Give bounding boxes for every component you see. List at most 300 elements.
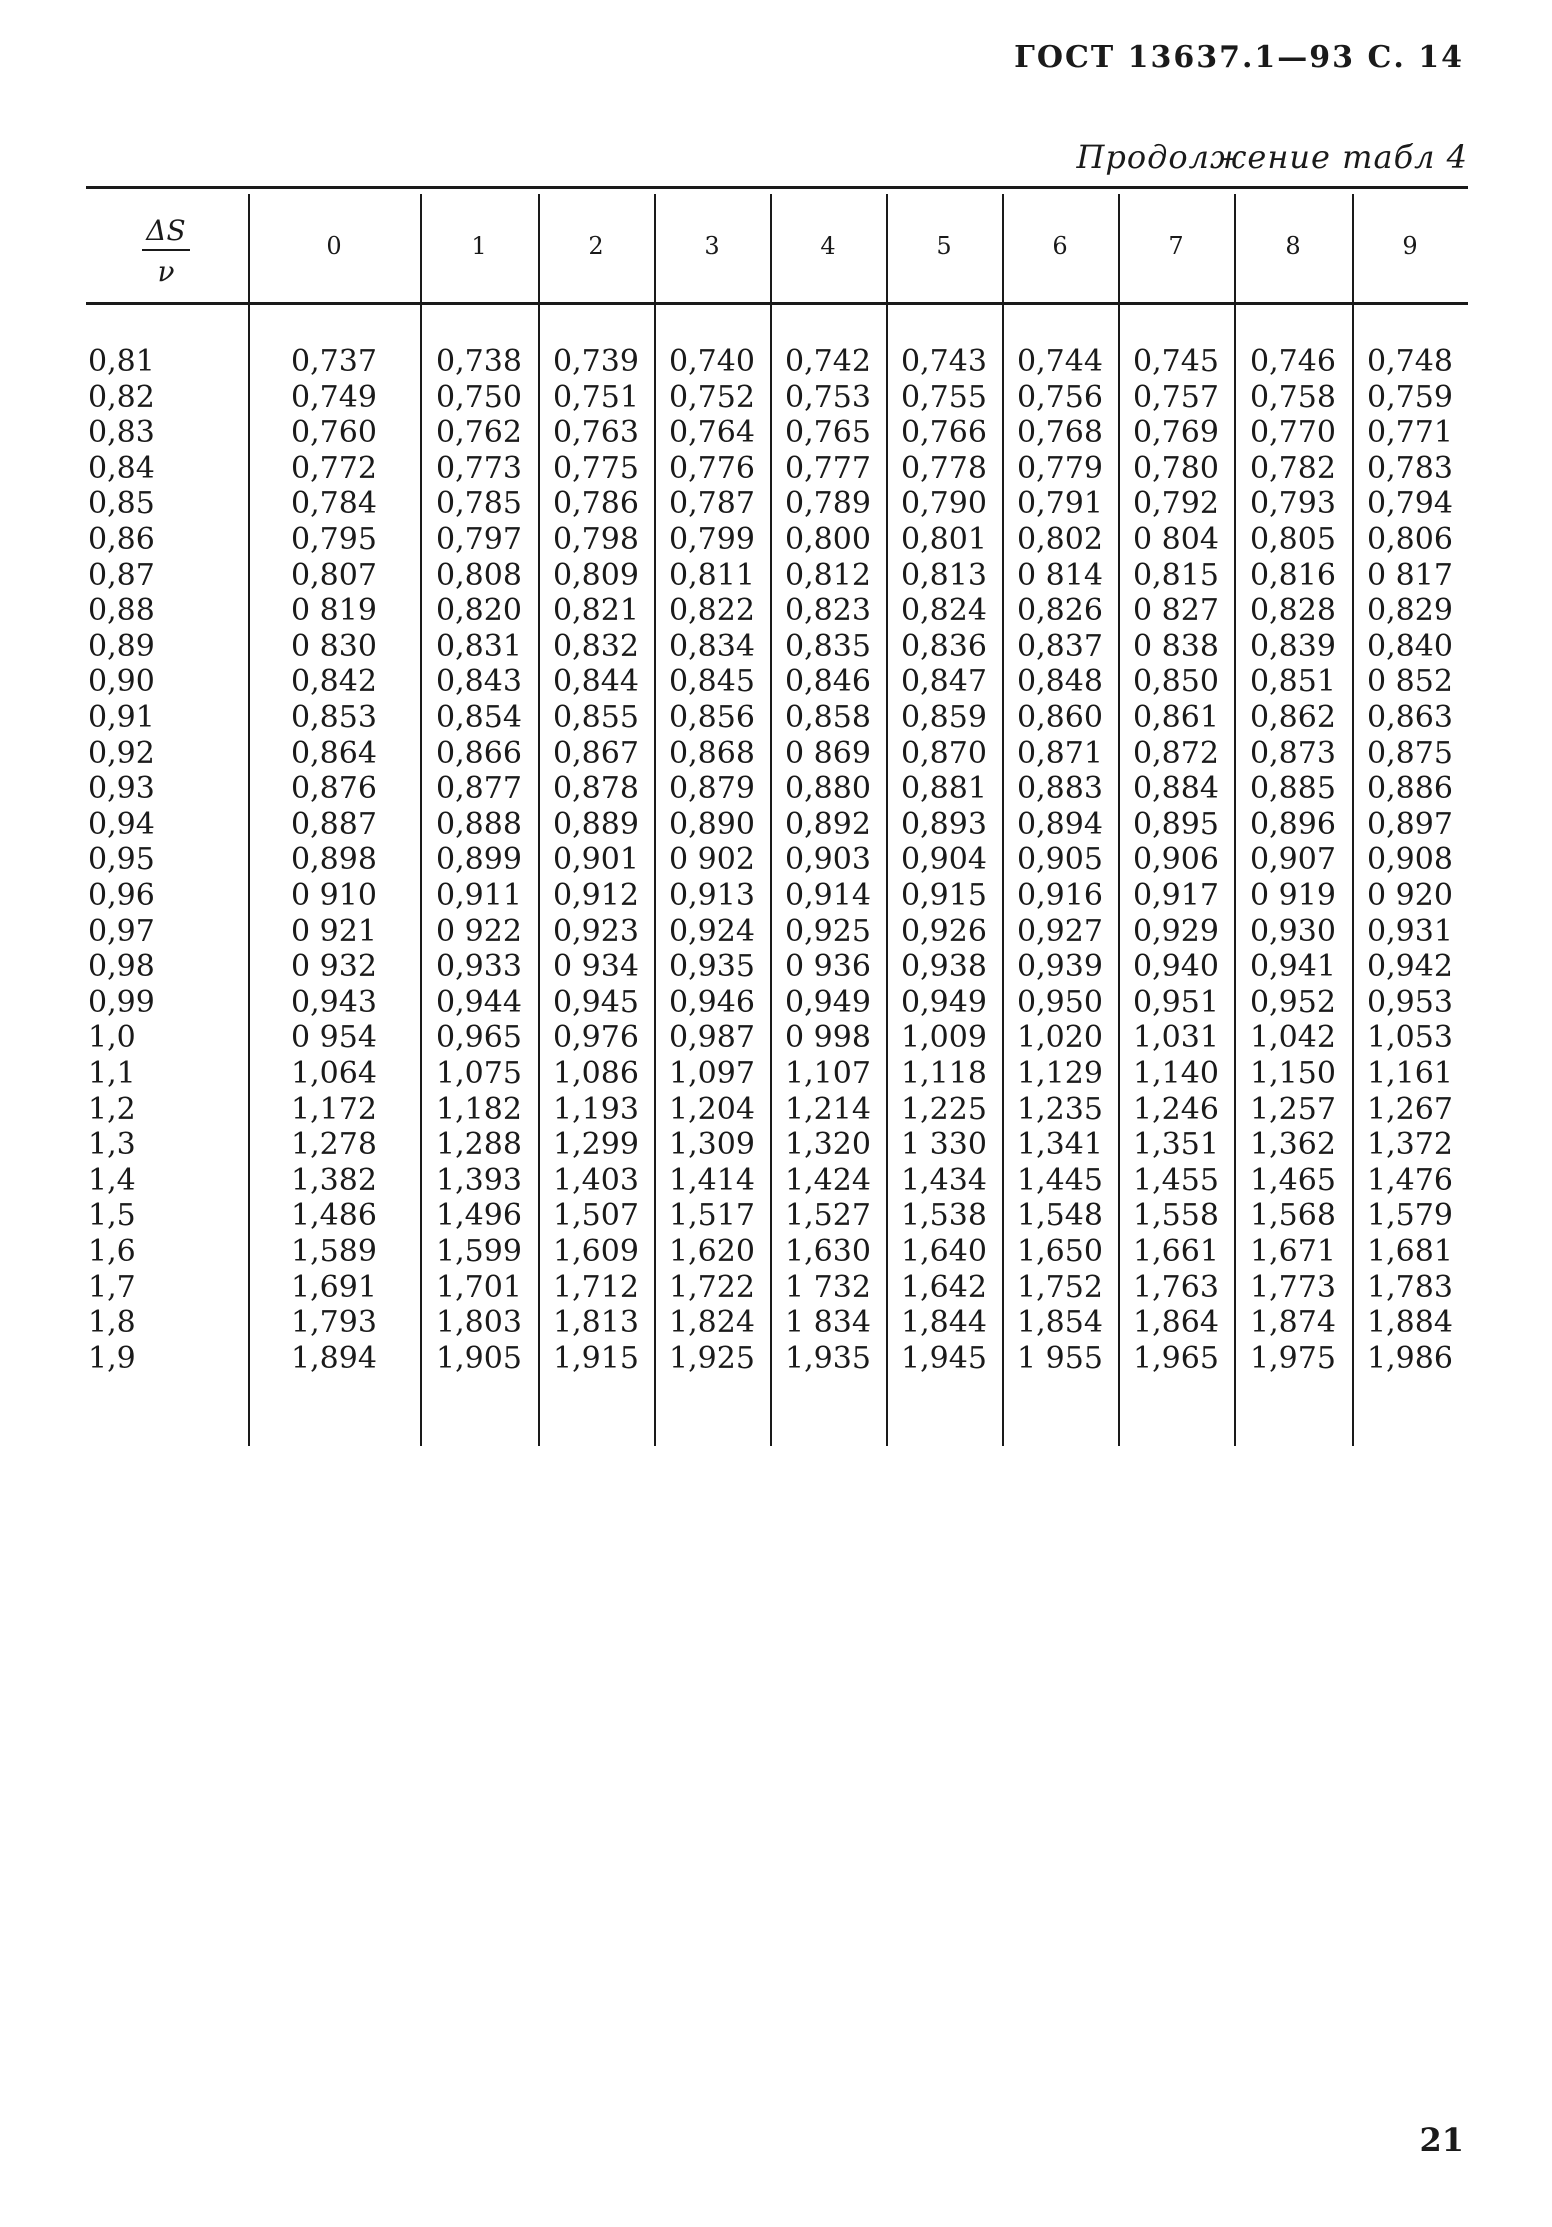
table-cell: 1,278	[291, 1127, 377, 1163]
table-row	[86, 558, 1468, 594]
table-cell: 0,766	[901, 415, 987, 451]
document-header: ГОСТ 13637.1—93 С. 14	[1014, 40, 1464, 75]
column-header-2: 2	[588, 232, 604, 260]
table-cell: 0 910	[291, 878, 377, 913]
row-argument: 0,86	[88, 522, 155, 557]
table-cell: 1,630	[785, 1234, 871, 1269]
table-row	[86, 1198, 1468, 1234]
table-cell: 1,589	[291, 1234, 377, 1269]
table-cell: 0,836	[901, 628, 987, 664]
table-cell: 0,845	[669, 664, 755, 700]
table-cell: 1,763	[1133, 1269, 1219, 1305]
table-cell: 0,949	[901, 984, 987, 1020]
table-cell: 1,691	[291, 1269, 377, 1305]
table-cell: 0,782	[1250, 450, 1336, 486]
table-cell: 0,899	[436, 842, 522, 878]
table-cell: 1,064	[291, 1056, 377, 1091]
table-cell: 1,712	[553, 1269, 639, 1305]
table-cell: 0,929	[1133, 913, 1219, 949]
table-cell: 1,009	[901, 1020, 987, 1056]
table-cell: 1,650	[1017, 1234, 1103, 1269]
table-cell: 1,414	[669, 1162, 755, 1198]
table-cell: 0 869	[785, 735, 871, 771]
table-cell: 0,944	[436, 984, 522, 1020]
row-argument: 0,85	[88, 486, 155, 522]
row-argument: 0,99	[88, 984, 155, 1020]
table-cell: 0,903	[785, 842, 871, 878]
table-cell: 0 936	[785, 949, 871, 985]
table-cell: 1,965	[1133, 1340, 1219, 1376]
table-row	[86, 1341, 1468, 1377]
table-cell: 0,925	[785, 913, 871, 949]
table-cell: 1,803	[436, 1305, 522, 1341]
table-cell: 0,924	[669, 913, 755, 949]
table-cell: 1,235	[1017, 1091, 1103, 1127]
column-header-1: 1	[471, 232, 487, 260]
table-row	[86, 736, 1468, 772]
table-cell: 0,770	[1250, 415, 1336, 451]
table-cell: 0,904	[901, 842, 987, 878]
table-cell: 1,915	[553, 1340, 639, 1376]
table-row	[86, 380, 1468, 416]
table-cell: 0,744	[1017, 344, 1103, 379]
table-cell: 1,257	[1250, 1091, 1336, 1127]
table-cell: 1,496	[436, 1198, 522, 1234]
table-cell: 1,884	[1367, 1305, 1453, 1341]
table-cell: 1,975	[1250, 1340, 1336, 1376]
table-cell: 0,858	[785, 700, 871, 735]
table-cell: 0,916	[1017, 878, 1103, 913]
table-row	[86, 629, 1468, 665]
table-cell: 0 932	[291, 949, 377, 985]
table-cell: 1,246	[1133, 1091, 1219, 1127]
table-cell: 0,750	[436, 379, 522, 415]
table-cell: 0,806	[1367, 522, 1453, 557]
table-cell: 0,790	[901, 486, 987, 522]
table-cell: 1,161	[1367, 1056, 1453, 1091]
row-argument: 1,2	[88, 1091, 136, 1127]
table-cell: 0 902	[669, 842, 755, 878]
table-cell: 1,214	[785, 1091, 871, 1127]
table-cell: 1,486	[291, 1198, 377, 1234]
table-cell: 0,868	[669, 735, 755, 771]
table-cell: 0,831	[436, 628, 522, 664]
row-argument: 0,94	[88, 806, 155, 842]
table-cell: 1,538	[901, 1198, 987, 1234]
table-cell: 0,763	[553, 415, 639, 451]
table-cell: 0,771	[1367, 415, 1453, 451]
table-cell: 1,681	[1367, 1234, 1453, 1269]
table-row	[86, 1056, 1468, 1092]
table-cell: 0,938	[901, 949, 987, 985]
table-cell: 0,745	[1133, 344, 1219, 379]
table-cell: 0,856	[669, 700, 755, 735]
table-cell: 1,783	[1367, 1269, 1453, 1305]
table-cell: 1,320	[785, 1127, 871, 1163]
table-cell: 0,952	[1250, 984, 1336, 1020]
column-header-9: 9	[1402, 232, 1418, 260]
corner-denominator: ν	[157, 255, 175, 288]
table-cell: 0,835	[785, 628, 871, 664]
table-row	[86, 1163, 1468, 1199]
table-row	[86, 415, 1468, 451]
table-cell: 0,742	[785, 344, 871, 379]
table-row	[86, 1127, 1468, 1163]
table-cell: 0,798	[553, 522, 639, 557]
table-cell: 0,879	[669, 771, 755, 807]
table-cell: 1,517	[669, 1198, 755, 1234]
table-cell: 1,813	[553, 1305, 639, 1341]
table-cell: 0,795	[291, 522, 377, 557]
row-argument: 1,5	[88, 1198, 136, 1234]
table-cell: 1,267	[1367, 1091, 1453, 1127]
table-cell: 1,642	[901, 1269, 987, 1305]
row-argument: 0,93	[88, 771, 155, 807]
table-cell: 0,926	[901, 913, 987, 949]
table-cell: 0,864	[291, 735, 377, 771]
table-cell: 1,905	[436, 1340, 522, 1376]
row-argument: 1,8	[88, 1305, 136, 1341]
row-argument: 0,82	[88, 379, 155, 415]
column-header-3: 3	[704, 232, 720, 260]
table-cell: 0,786	[553, 486, 639, 522]
row-argument: 0,87	[88, 557, 155, 593]
table-cell: 0,812	[785, 557, 871, 593]
table-cell: 0,911	[436, 878, 522, 913]
table-row	[86, 700, 1468, 736]
table-cell: 1,097	[669, 1056, 755, 1091]
table-row	[86, 985, 1468, 1021]
row-argument: 1,3	[88, 1127, 136, 1163]
table-cell: 0,905	[1017, 842, 1103, 878]
table-cell: 1,140	[1133, 1056, 1219, 1091]
table-cell: 1,225	[901, 1091, 987, 1127]
table-cell: 0,846	[785, 664, 871, 700]
table-cell: 1,382	[291, 1162, 377, 1198]
table-cell: 0,951	[1133, 984, 1219, 1020]
table-cell: 0,760	[291, 415, 377, 451]
table-row	[86, 486, 1468, 522]
table-cell: 0,768	[1017, 415, 1103, 451]
table-cell: 0,779	[1017, 450, 1103, 486]
table-cell: 1,661	[1133, 1234, 1219, 1269]
row-argument: 1,0	[88, 1020, 136, 1056]
table-cell: 0 954	[291, 1020, 377, 1056]
table-cell: 0,885	[1250, 771, 1336, 807]
table-cell: 0 934	[553, 949, 639, 985]
table-cell: 0,839	[1250, 628, 1336, 664]
table-cell: 0,887	[291, 806, 377, 842]
table-row	[86, 949, 1468, 985]
table-cell: 0,914	[785, 878, 871, 913]
table-cell: 0,792	[1133, 486, 1219, 522]
table-cell: 0,927	[1017, 913, 1103, 949]
table-cell: 1,609	[553, 1234, 639, 1269]
table-cell: 0,772	[291, 450, 377, 486]
table-header-rule	[86, 302, 1468, 305]
table-cell: 0,877	[436, 771, 522, 807]
table-cell: 0,896	[1250, 806, 1336, 842]
table-cell: 0,757	[1133, 379, 1219, 415]
table-cell: 0,783	[1367, 450, 1453, 486]
table-cell: 0,876	[291, 771, 377, 807]
row-argument: 0,91	[88, 700, 155, 735]
table-cell: 1,599	[436, 1234, 522, 1269]
table-cell: 0,794	[1367, 486, 1453, 522]
table-cell: 0,907	[1250, 842, 1336, 878]
column-header-7: 7	[1168, 232, 1184, 260]
table-cell: 0,801	[901, 522, 987, 557]
table-cell: 0,821	[553, 593, 639, 629]
table-cell: 1 834	[785, 1305, 871, 1341]
table-cell: 0 920	[1367, 878, 1453, 913]
table-cell: 0,813	[901, 557, 987, 593]
table-cell: 0,799	[669, 522, 755, 557]
table-cell: 0,897	[1367, 806, 1453, 842]
table-row	[86, 593, 1468, 629]
table-row	[86, 522, 1468, 558]
table-cell: 0,759	[1367, 379, 1453, 415]
table-cell: 1,042	[1250, 1020, 1336, 1056]
table-cell: 0 998	[785, 1020, 871, 1056]
table-cell: 0,756	[1017, 379, 1103, 415]
table-cell: 1,107	[785, 1056, 871, 1091]
table-cell: 0 830	[291, 628, 377, 664]
column-header-5: 5	[936, 232, 952, 260]
row-argument: 0,84	[88, 450, 155, 486]
table-cell: 0,883	[1017, 771, 1103, 807]
table-cell: 0,837	[1017, 628, 1103, 664]
table-row	[86, 1234, 1468, 1270]
table-cell: 0,872	[1133, 735, 1219, 771]
table-cell: 0,808	[436, 557, 522, 593]
table-cell: 1,204	[669, 1091, 755, 1127]
table-cell: 0 919	[1250, 878, 1336, 913]
table-cell: 1,874	[1250, 1305, 1336, 1341]
table-cell: 0,842	[291, 664, 377, 700]
table-cell: 1,579	[1367, 1198, 1453, 1234]
table-cell: 1,434	[901, 1162, 987, 1198]
table-cell: 0,894	[1017, 806, 1103, 842]
table-cell: 1,548	[1017, 1198, 1103, 1234]
table-cell: 1,182	[436, 1091, 522, 1127]
table-cell: 0,873	[1250, 735, 1336, 771]
table-cell: 0,743	[901, 344, 987, 379]
table-cell: 0,866	[436, 735, 522, 771]
table-cell: 1,507	[553, 1198, 639, 1234]
table-cell: 0,853	[291, 700, 377, 735]
table-cell: 1,844	[901, 1305, 987, 1341]
table-row	[86, 1305, 1468, 1341]
table-cell: 1,894	[291, 1340, 377, 1376]
table-cell: 1,193	[553, 1091, 639, 1127]
table-cell: 1,793	[291, 1305, 377, 1341]
table-cell: 0,908	[1367, 842, 1453, 878]
table-cell: 0,829	[1367, 593, 1453, 629]
table-cell: 0,811	[669, 557, 755, 593]
table-cell: 0,898	[291, 842, 377, 878]
table-cell: 1,455	[1133, 1162, 1219, 1198]
table-cell: 0,917	[1133, 878, 1219, 913]
table-cell: 0 838	[1133, 628, 1219, 664]
table-cell: 1,854	[1017, 1305, 1103, 1341]
table-cell: 0,805	[1250, 522, 1336, 557]
table-cell: 0,785	[436, 486, 522, 522]
table-cell: 0,748	[1367, 344, 1453, 379]
table-row	[86, 878, 1468, 914]
table-cell: 1 732	[785, 1269, 871, 1305]
table-row	[86, 842, 1468, 878]
table-cell: 0,832	[553, 628, 639, 664]
table-cell: 0,862	[1250, 700, 1336, 735]
table-cell: 1,341	[1017, 1127, 1103, 1163]
table-cell: 1,824	[669, 1305, 755, 1341]
table-cell: 0,797	[436, 522, 522, 557]
table-cell: 0,850	[1133, 664, 1219, 700]
table-cell: 0,769	[1133, 415, 1219, 451]
column-header-4: 4	[820, 232, 836, 260]
table-cell: 0,749	[291, 379, 377, 415]
row-argument: 0,88	[88, 593, 155, 629]
table-cell: 0,793	[1250, 486, 1336, 522]
table-cell: 0,789	[785, 486, 871, 522]
table-cell: 1 330	[901, 1127, 987, 1163]
table-cell: 0,912	[553, 878, 639, 913]
table-cell: 0,888	[436, 806, 522, 842]
table-cell: 1,075	[436, 1056, 522, 1091]
table-cell: 0 852	[1367, 664, 1453, 700]
table-cell: 0,843	[436, 664, 522, 700]
table-cell: 0,820	[436, 593, 522, 629]
table-cell: 0,860	[1017, 700, 1103, 735]
table-cell: 0,751	[553, 379, 639, 415]
table-cell: 1 955	[1017, 1340, 1103, 1376]
table-cell: 0,892	[785, 806, 871, 842]
table-cell: 0,939	[1017, 949, 1103, 985]
table-cell: 0,828	[1250, 593, 1336, 629]
table-cell: 0,942	[1367, 949, 1453, 985]
data-table	[86, 186, 1468, 1446]
table-row	[86, 1020, 1468, 1056]
table-cell: 0,893	[901, 806, 987, 842]
table-cell: 0,778	[901, 450, 987, 486]
table-cell: 0,906	[1133, 842, 1219, 878]
table-cell: 0,848	[1017, 664, 1103, 700]
column-header-6: 6	[1052, 232, 1068, 260]
table-cell: 0,878	[553, 771, 639, 807]
table-cell: 0,776	[669, 450, 755, 486]
table-cell: 0,945	[553, 984, 639, 1020]
table-cell: 0,740	[669, 344, 755, 379]
table-cell: 0,931	[1367, 913, 1453, 949]
table-cell: 0,871	[1017, 735, 1103, 771]
table-cell: 1,620	[669, 1234, 755, 1269]
row-argument: 1,4	[88, 1162, 136, 1198]
table-cell: 0,826	[1017, 593, 1103, 629]
table-cell: 1,403	[553, 1162, 639, 1198]
table-cell: 0,886	[1367, 771, 1453, 807]
table-cell: 1,465	[1250, 1162, 1336, 1198]
table-cell: 0,738	[436, 344, 522, 379]
table-cell: 0,943	[291, 984, 377, 1020]
table-cell: 0,890	[669, 806, 755, 842]
corner-header	[86, 214, 246, 294]
table-cell: 1,086	[553, 1056, 639, 1091]
table-cell: 0,844	[553, 664, 639, 700]
table-cell: 0,851	[1250, 664, 1336, 700]
table-cell: 1,424	[785, 1162, 871, 1198]
table-row	[86, 771, 1468, 807]
table-cell: 0,863	[1367, 700, 1453, 735]
table-cell: 0,855	[553, 700, 639, 735]
table-cell: 0,784	[291, 486, 377, 522]
table-cell: 0,824	[901, 593, 987, 629]
column-header-8: 8	[1285, 232, 1301, 260]
table-cell: 0,764	[669, 415, 755, 451]
table-cell: 0,895	[1133, 806, 1219, 842]
table-cell: 0,933	[436, 949, 522, 985]
table-cell: 0 827	[1133, 593, 1219, 629]
table-cell: 0,822	[669, 593, 755, 629]
table-cell: 0,777	[785, 450, 871, 486]
row-argument: 0,89	[88, 628, 155, 664]
row-argument: 0,97	[88, 913, 155, 949]
table-cell: 0,854	[436, 700, 522, 735]
table-cell: 0,762	[436, 415, 522, 451]
table-cell: 0,859	[901, 700, 987, 735]
table-cell: 0,946	[669, 984, 755, 1020]
table-cell: 0,881	[901, 771, 987, 807]
table-cell: 1,752	[1017, 1269, 1103, 1305]
table-cell: 0,923	[553, 913, 639, 949]
table-cell: 0,941	[1250, 949, 1336, 985]
table-cell: 1,935	[785, 1340, 871, 1376]
table-cell: 0,965	[436, 1020, 522, 1056]
table-cell: 1,351	[1133, 1127, 1219, 1163]
table-cell: 1,568	[1250, 1198, 1336, 1234]
table-cell: 1,773	[1250, 1269, 1336, 1305]
row-argument: 1,9	[88, 1340, 136, 1376]
table-cell: 0,987	[669, 1020, 755, 1056]
table-cell: 0,953	[1367, 984, 1453, 1020]
table-cell: 1,864	[1133, 1305, 1219, 1341]
table-cell: 0 921	[291, 913, 377, 949]
table-cell: 0,800	[785, 522, 871, 557]
table-cell: 0,787	[669, 486, 755, 522]
row-argument: 0,92	[88, 735, 155, 771]
table-cell: 0,739	[553, 344, 639, 379]
table-cell: 1,299	[553, 1127, 639, 1163]
table-cell: 0,901	[553, 842, 639, 878]
row-argument: 0,83	[88, 415, 155, 451]
table-cell: 0,880	[785, 771, 871, 807]
table-cell: 1,172	[291, 1091, 377, 1127]
table-cell: 1,476	[1367, 1162, 1453, 1198]
table-row	[86, 914, 1468, 950]
table-cell: 1,640	[901, 1234, 987, 1269]
table-cell: 1,031	[1133, 1020, 1219, 1056]
table-row	[86, 664, 1468, 700]
table-cell: 0,802	[1017, 522, 1103, 557]
table-cell: 0,940	[1133, 949, 1219, 985]
table-cell: 0,935	[669, 949, 755, 985]
table-cell: 0,884	[1133, 771, 1219, 807]
table-cell: 0 817	[1367, 557, 1453, 593]
table-row	[86, 1092, 1468, 1128]
table-cell: 0 814	[1017, 557, 1103, 593]
table-cell: 0,840	[1367, 628, 1453, 664]
table-cell: 0,807	[291, 557, 377, 593]
